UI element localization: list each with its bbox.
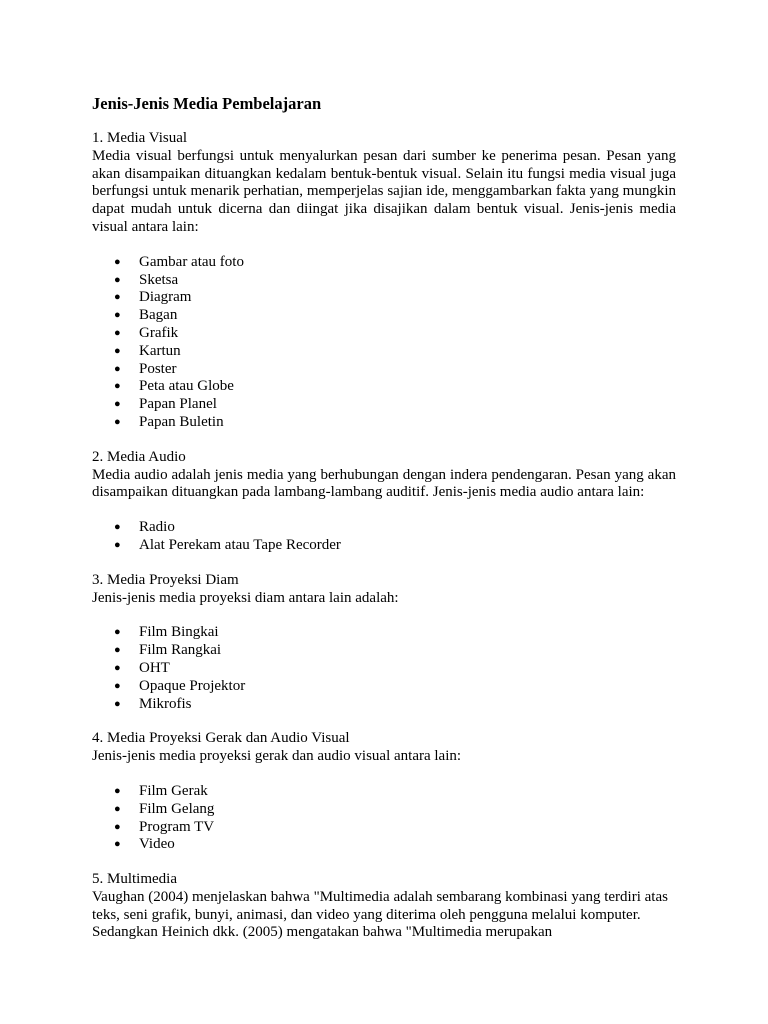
- list-item: [92, 307, 676, 325]
- bullet-icon: ●: [114, 626, 121, 639]
- bullet-icon: ●: [114, 326, 121, 339]
- list-item-text: Program TV: [139, 818, 215, 835]
- bullet-icon: ●: [114, 255, 121, 268]
- list-item: [92, 361, 676, 379]
- list-item-text: Alat Perekam atau Tape Recorder: [139, 536, 341, 553]
- list-item-text: Grafik: [139, 324, 179, 341]
- list-item-text: Poster: [139, 360, 177, 377]
- section-paragraph: Media visual berfungsi untuk menyalurkan pesan dari sumber ke penerima pesan. Pesan yang akan disampaikan dituangkan kedalam bentuk-bentuk visual. Selain itu fungsi media visual juga berfungsi untuk menarik perhatian, memperjelas sajian ide, menggambarkan fakta yang mungkin dapat mudah untuk dicerna dan diingat jika disajikan dalam bentuk visual. Jenis-jenis media visual antara lain:: [92, 147, 676, 235]
- list-item-text: Papan Buletin: [139, 413, 224, 430]
- list-item-text: Diagram: [139, 289, 192, 306]
- section-media-visual: [92, 130, 676, 432]
- list-item-text: Kartun: [139, 342, 181, 359]
- bullet-icon: ●: [114, 679, 121, 692]
- list-item: [92, 801, 676, 819]
- bullet-list: [92, 624, 676, 713]
- bullet-icon: ●: [114, 802, 121, 815]
- bullet-icon: ●: [114, 344, 121, 357]
- list-item: [92, 836, 676, 854]
- list-item: [92, 272, 676, 290]
- section-heading: 1. Media Visual: [92, 130, 188, 146]
- list-item: [92, 696, 676, 714]
- list-item: [92, 819, 676, 837]
- bullet-icon: ●: [114, 309, 121, 322]
- bullet-icon: ●: [114, 538, 121, 551]
- list-item-text: Film Gerak: [139, 782, 208, 799]
- section-paragraph: Media audio adalah jenis media yang berhubungan dengan indera pendengaran. Pesan yang akan disampaikan dituangkan pada lambang-lambang auditif. Jenis-jenis media audio antara lain:: [92, 466, 676, 501]
- bullet-list: [92, 254, 676, 432]
- section-multimedia: [92, 871, 676, 942]
- bullet-icon: ●: [114, 380, 121, 393]
- bullet-icon: ●: [114, 661, 121, 674]
- list-item-text: Gambar atau foto: [139, 253, 244, 270]
- section-paragraph: Jenis-jenis media proyeksi gerak dan audio visual antara lain:: [92, 748, 462, 765]
- bullet-icon: ●: [114, 291, 121, 304]
- list-item: [92, 325, 676, 343]
- section-paragraph: Vaughan (2004) menjelaskan bahwa "Multimedia adalah sembarang kombinasi yang terdiri atas teks, seni grafik, bunyi, animasi, dan video yang diterima oleh pengguna melalui komputer. Sedangkan Heinich dkk. (2005) mengatakan bahwa "Multimedia merupakan: [92, 888, 668, 941]
- bullet-icon: ●: [114, 521, 121, 534]
- list-item: [92, 660, 676, 678]
- list-item-text: Papan Planel: [139, 396, 217, 413]
- list-item: [92, 678, 676, 696]
- bullet-icon: ●: [114, 784, 121, 797]
- list-item: [92, 343, 676, 361]
- section-heading: 2. Media Audio: [92, 448, 186, 465]
- list-item: [92, 783, 676, 801]
- section-media-proyeksi-gerak: [92, 730, 676, 854]
- list-item-text: Film Rangkai: [139, 642, 222, 659]
- list-item-text: Peta atau Globe: [139, 378, 234, 395]
- section-heading: 5. Multimedia: [92, 871, 177, 888]
- section-paragraph: Jenis-jenis media proyeksi diam antara lain adalah:: [92, 589, 399, 606]
- section-heading: 3. Media Proyeksi Diam: [92, 571, 239, 588]
- list-item-text: OHT: [139, 659, 170, 676]
- list-item: [92, 624, 676, 642]
- list-item-text: Mikrofis: [139, 695, 192, 712]
- list-item: [92, 254, 676, 272]
- bullet-list: [92, 783, 676, 854]
- document-title: Jenis-Jenis Media Pembelajaran: [92, 94, 322, 113]
- list-item-text: Video: [139, 836, 175, 853]
- bullet-icon: ●: [114, 362, 121, 375]
- list-item-text: Film Bingkai: [139, 624, 219, 641]
- list-item: [92, 519, 676, 537]
- list-item: [92, 537, 676, 555]
- list-item-text: Film Gelang: [139, 800, 215, 817]
- document-page: [92, 94, 676, 942]
- bullet-icon: ●: [114, 273, 121, 286]
- bullet-icon: ●: [114, 697, 121, 710]
- section-heading: 4. Media Proyeksi Gerak dan Audio Visual: [92, 730, 350, 747]
- bullet-icon: ●: [114, 644, 121, 657]
- section-media-audio: [92, 449, 676, 555]
- bullet-list: [92, 519, 676, 555]
- list-item-text: Opaque Projektor: [139, 677, 246, 694]
- list-item: [92, 642, 676, 660]
- bullet-icon: ●: [114, 398, 121, 411]
- list-item-text: Radio: [139, 519, 175, 536]
- section-media-proyeksi-diam: [92, 572, 676, 714]
- bullet-icon: ●: [114, 838, 121, 851]
- bullet-icon: ●: [114, 415, 121, 428]
- list-item: [92, 414, 676, 432]
- list-item: [92, 289, 676, 307]
- bullet-icon: ●: [114, 820, 121, 833]
- list-item: [92, 396, 676, 414]
- list-item-text: Bagan: [139, 307, 178, 324]
- list-item: [92, 378, 676, 396]
- list-item-text: Sketsa: [139, 271, 179, 288]
